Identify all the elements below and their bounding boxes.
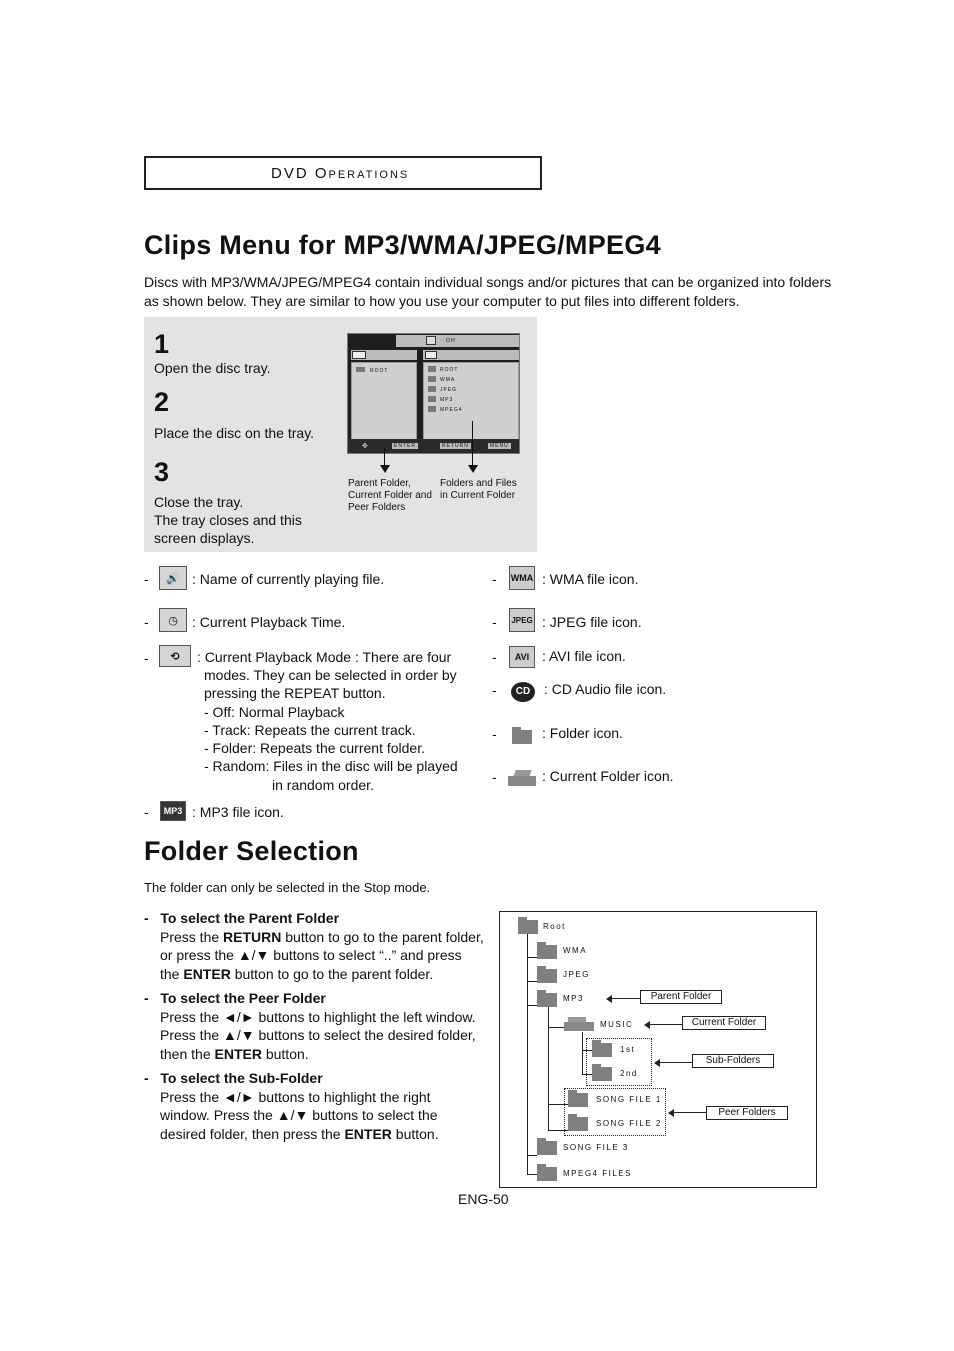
folder-icon (537, 945, 557, 959)
folder-icon (428, 376, 436, 382)
repeat-icon: ⟲ (159, 645, 191, 667)
callout-sub-folders: Sub-Folders (692, 1054, 774, 1068)
tree-song-file-3: SONG FILE 3 (563, 1143, 629, 1152)
tree-1st: 1st (620, 1045, 636, 1054)
current-folder-icon (356, 367, 365, 372)
folder-icon (428, 386, 436, 392)
folder-icon (592, 1067, 612, 1081)
legend-mode-random-2: in random order. (272, 777, 374, 793)
clips-menu-screen (347, 333, 520, 454)
folder-icon (428, 396, 436, 402)
legend-mode-track: - Track: Repeats the current track. (204, 722, 416, 738)
tree-jpeg: JPEG (563, 970, 590, 979)
current-folder-icon (564, 1017, 594, 1031)
legend-mode-line-1: : Current Playback Mode : There are four (197, 649, 452, 665)
legend-mode-line-2: modes. They can be selected in order by (204, 667, 457, 683)
clock-icon: ◷ (159, 608, 187, 632)
arrow-left-icon (644, 1021, 650, 1029)
folder-icon (512, 730, 532, 744)
legend-current-folder: : Current Folder icon. (542, 768, 674, 784)
folder-icon (537, 969, 557, 983)
arrow-down-icon (468, 465, 478, 473)
tree-root: Root (543, 922, 566, 931)
legend-mode-line-3: pressing the REPEAT button. (204, 685, 386, 701)
left-window[interactable] (351, 362, 417, 450)
legend-mode-off: - Off: Normal Playback (204, 704, 345, 720)
folder-icon (592, 1043, 612, 1057)
right-item-wma[interactable]: WMA (440, 377, 456, 383)
step-1-text: Open the disc tray. (154, 360, 271, 376)
legend-filename: : Name of currently playing file. (192, 571, 385, 587)
folder-tree-diagram (499, 911, 817, 1188)
file-name-icon (352, 351, 366, 359)
legend-mode-folder: - Folder: Repeats the current folder. (204, 740, 425, 756)
arrow-left-icon (654, 1059, 660, 1067)
parent-folder-instructions: - To select the Parent Folder Press the RETURN button to go to the parent folder, or press the ▲/▼ buttons to select “..” and press the ENTER button to go to the parent folder. (144, 910, 484, 982)
step-3-line-1: Close the tray. (154, 494, 244, 510)
section-title: DVD Operations (271, 165, 410, 182)
arrow-down-icon (380, 465, 390, 473)
section-header (144, 156, 542, 190)
arrow-left-icon (668, 1109, 674, 1117)
right-item-jpeg[interactable]: JPEG (440, 387, 458, 393)
step-3-line-3: screen displays. (154, 530, 255, 546)
callout-parent-folder: Parent Folder (640, 990, 722, 1004)
current-folder-icon (508, 770, 536, 786)
left-root-label: ROOT (370, 368, 389, 374)
right-window[interactable] (423, 362, 519, 450)
page-title: Clips Menu for MP3/WMA/JPEG/MPEG4 (144, 230, 661, 260)
folder-icon (537, 993, 557, 1007)
tree-2nd: 2nd (620, 1069, 638, 1078)
cd-audio-icon: CD (511, 682, 535, 702)
legend-mode-random: - Random: Files in the disc will be played (204, 758, 458, 774)
navigate-icon: ✥ (362, 443, 368, 450)
legend-folder: : Folder icon. (542, 725, 623, 741)
step-2-text: Place the disc on the tray. (154, 425, 315, 441)
legend-cd: : CD Audio file icon. (544, 681, 667, 697)
folder-selection-title: Folder Selection (144, 836, 359, 866)
folder-icon (568, 1117, 588, 1131)
return-button[interactable]: RETURN (442, 443, 469, 449)
tree-wma: WMA (563, 946, 588, 955)
peer-folder-instructions: - To select the Peer Folder Press the ◄/► buttons to highlight the left window. Press the ▲/▼ buttons to select the desired folder, then the ENTER button. (144, 990, 476, 1062)
avi-file-icon: AVI (509, 646, 535, 668)
tree-mpeg4-files: MPEG4 FILES (563, 1169, 632, 1178)
step-1-number: 1 (154, 329, 170, 359)
folder-icon (428, 366, 436, 372)
folder-icon (537, 1167, 557, 1181)
callout-peer-folders: Peer Folders (706, 1106, 788, 1120)
legend-jpeg: : JPEG file icon. (542, 614, 642, 630)
caption-right: Folders and Files in Current Folder (440, 478, 517, 501)
mp3-file-icon: MP3 (160, 801, 186, 821)
legend-wma: : WMA file icon. (542, 571, 639, 587)
legend-mp3: : MP3 file icon. (192, 804, 284, 820)
steps-panel (144, 317, 537, 552)
wma-file-icon: WMA (509, 566, 535, 590)
speaker-icon: 🔊 (159, 566, 187, 590)
tree-music: MUSIC (600, 1020, 634, 1029)
step-2-number: 2 (154, 387, 170, 417)
caption-left: Parent Folder, Current Folder and Peer Folders (348, 478, 432, 513)
screen-mode-value: Off (446, 338, 456, 344)
intro-paragraph: Discs with MP3/WMA/JPEG/MPEG4 contain individual songs and/or pictures that can be organized into folders as shown below. They are similar to how you use your computer to put files into different folders. (144, 274, 832, 309)
folder-icon (568, 1093, 588, 1107)
legend-avi: : AVI file icon. (542, 648, 626, 664)
tree-mp3: MP3 (563, 994, 584, 1003)
stop-mode-note: The folder can only be selected in the Stop mode. (144, 880, 431, 895)
folder-icon (428, 406, 436, 412)
arrow-left-icon (606, 995, 612, 1003)
sub-folder-instructions: - To select the Sub-Folder Press the ◄/► buttons to highlight the right window. Press the ▲/▼ buttons to select the desired folder, then press the ENTER button. (144, 1070, 439, 1142)
legend-time: : Current Playback Time. (192, 614, 346, 630)
menu-button[interactable]: MENU (490, 443, 509, 449)
speaker-icon (425, 351, 437, 359)
folder-icon (518, 920, 538, 934)
tree-song-file-1: SONG FILE 1 (596, 1095, 662, 1104)
jpeg-file-icon: JPEG (509, 608, 535, 632)
playback-mode-icon (426, 336, 436, 345)
right-item-root[interactable]: ROOT (440, 367, 459, 373)
folder-icon (537, 1141, 557, 1155)
right-item-mp3[interactable]: MP3 (440, 397, 454, 403)
enter-button[interactable]: ENTER (394, 443, 416, 449)
right-item-mpeg4[interactable]: MPEG4 (440, 407, 463, 413)
step-3-number: 3 (154, 457, 170, 487)
page-number: ENG-50 (458, 1191, 509, 1207)
tree-song-file-2: SONG FILE 2 (596, 1119, 662, 1128)
step-3-line-2: The tray closes and this (154, 512, 302, 528)
callout-current-folder: Current Folder (682, 1016, 766, 1030)
